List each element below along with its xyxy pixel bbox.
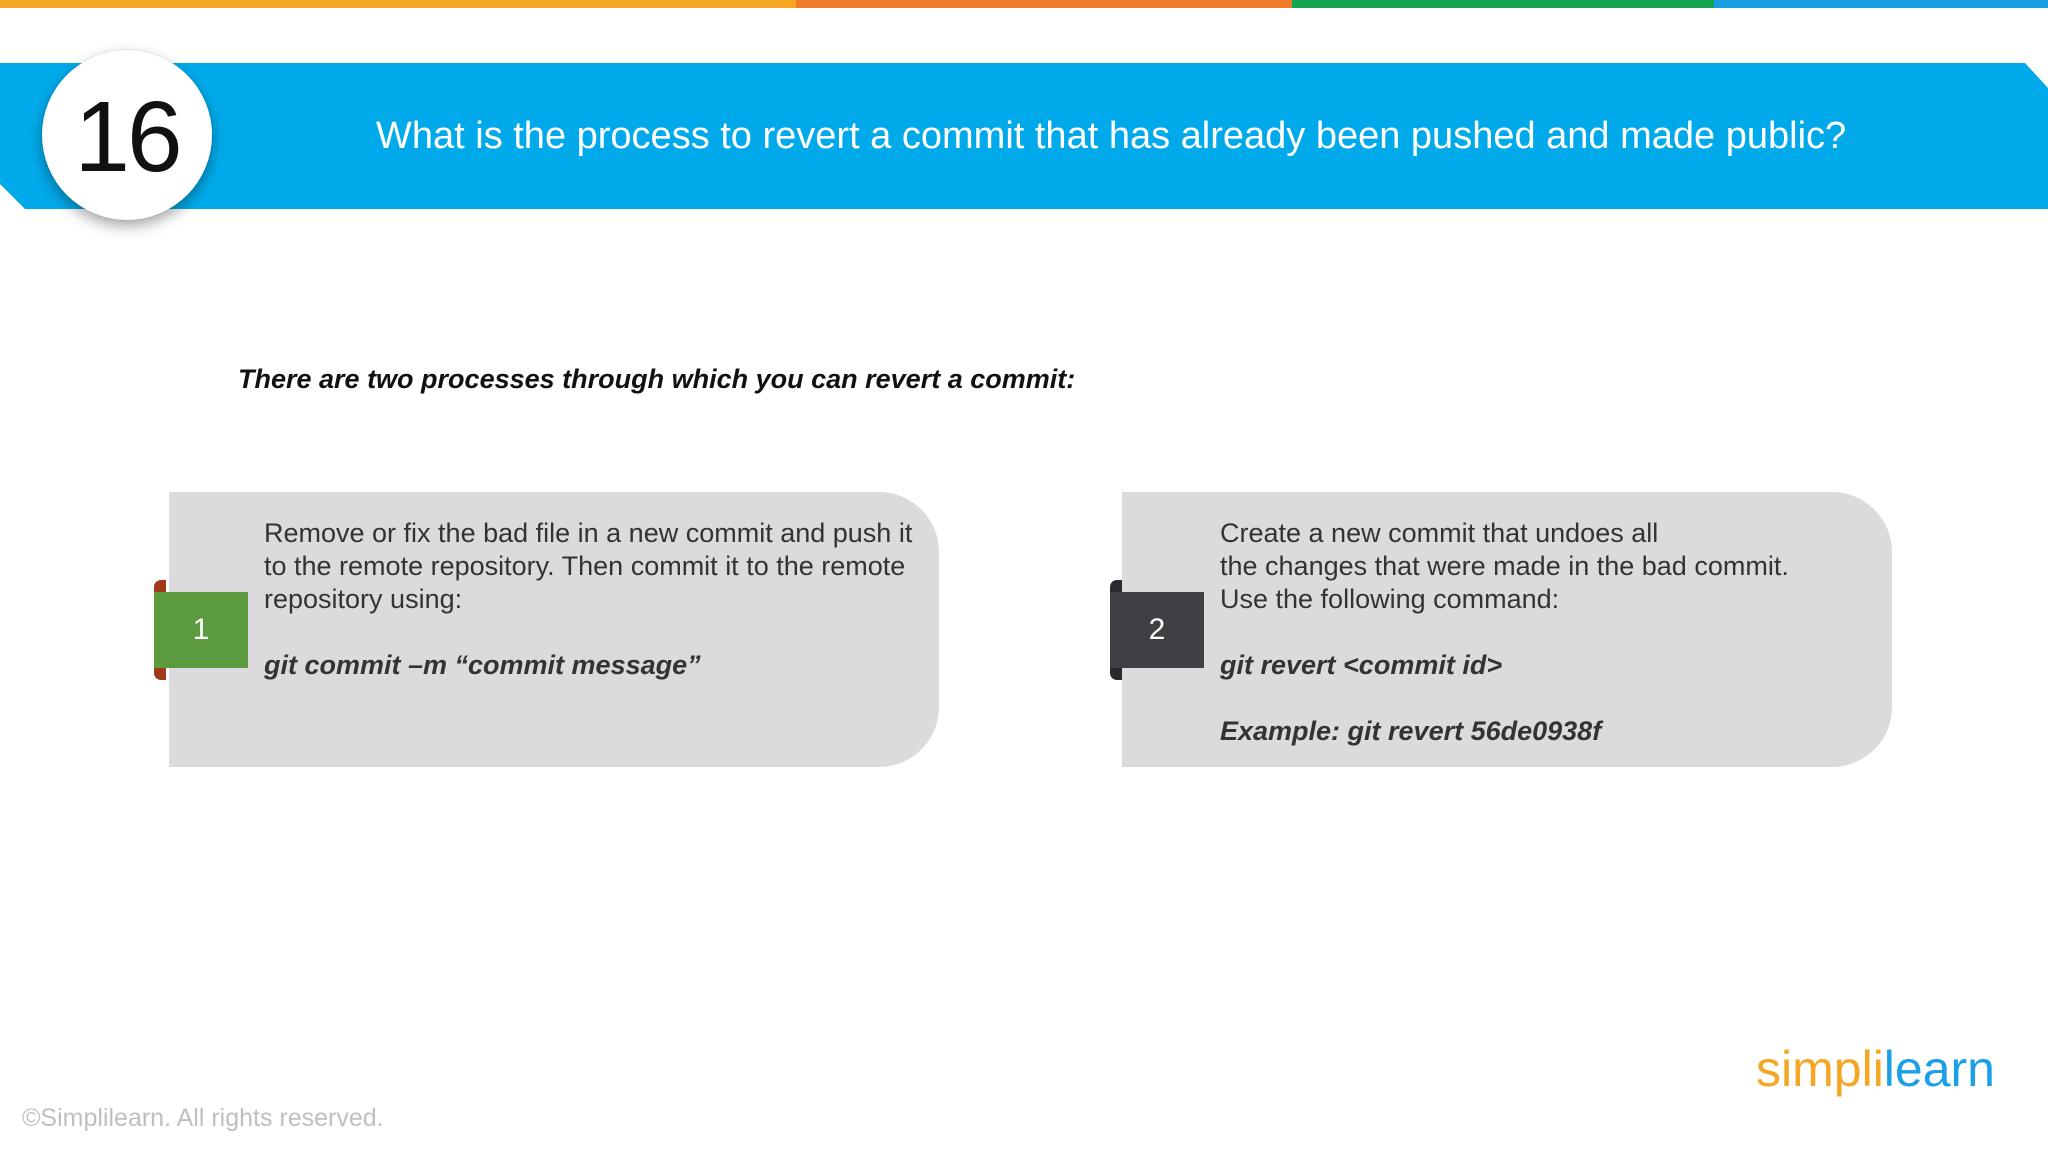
process-1-line: repository using: [264,584,463,614]
intro-text: There are two processes through which you can revert a commit: [238,364,1076,394]
process-1-command: git commit –m “commit message” [264,650,701,680]
process-2-line: the changes that were made in the bad commit. [1220,551,1789,581]
logo-part-learn: learn [1883,1041,1995,1097]
question-title: What is the process to revert a commit that has already been pushed and made public? [376,114,1847,157]
copyright-text: ©Simplilearn. All rights reserved. [22,1104,384,1132]
process-2-line: Use the following command: [1220,584,1560,614]
step-badge-2 [1110,592,1204,668]
process-1-line: to the remote repository. Then commit it to the remote [264,551,906,581]
process-text-2 [1220,517,1880,748]
process-1-line: Remove or fix the bad file in a new commit and push it [264,518,913,548]
logo-part-i: i [1872,1041,1884,1097]
step-number-2: 2 [1148,613,1166,646]
step-badge-1 [154,592,248,668]
logo-part-simpl: simpl [1756,1041,1873,1097]
question-number-circle [42,50,212,220]
top-stripe-orange [0,0,796,8]
step-number-1: 1 [192,613,210,646]
top-stripe-blue [1714,0,2048,8]
process-2-example: Example: git revert 56de0938f [1220,716,1602,746]
top-stripe-dark-orange [796,0,1292,8]
simplilearn-logo [1756,1040,1995,1110]
top-stripe-green [1292,0,1714,8]
process-2-line: Create a new commit that undoes all [1220,518,1659,548]
process-text-1 [264,517,944,682]
question-number: 16 [74,80,180,193]
process-2-command: git revert <commit id> [1220,650,1503,680]
